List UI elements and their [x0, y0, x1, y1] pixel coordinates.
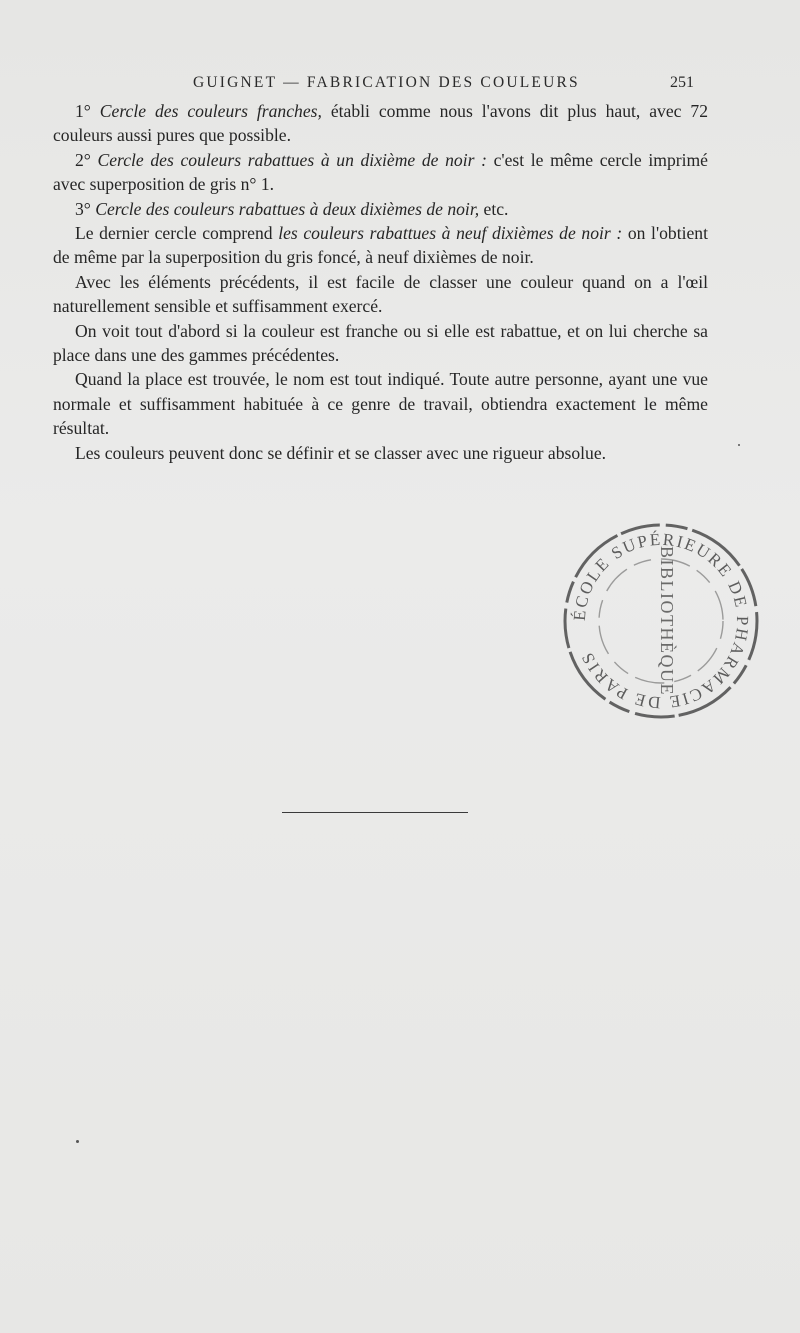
paragraph-3-lead: 3°: [75, 198, 96, 219]
paragraph-1-lead: 1°: [75, 101, 100, 121]
paragraph-6: On voit tout d'abord si la couleur est franche ou si elle est rabattue, et on lui cherche sa place dans une des gammes précédentes.: [53, 320, 708, 366]
paragraph-4-lead: Le dernier cercle comprend: [75, 223, 279, 244]
paragraph-1-italic: Cercle des couleurs franches,: [99, 101, 322, 121]
paragraph-3-italic: Cercle des couleurs rabattues à deux dixièmes de noir,: [95, 198, 480, 219]
paragraph-1: [53, 99, 708, 148]
paragraph-4: [53, 221, 708, 270]
paragraph-2-italic: Cercle des couleurs rabattues à un dixième de noir :: [97, 149, 487, 170]
stamp-center-text: BIBLIOTHÈQUE: [657, 546, 677, 696]
paragraph-5: Avec les éléments précédents, il est facile de classer une couleur quand on a l'œil naturellement sensible et suffisamment exercé.: [53, 271, 708, 317]
section-end-rule: [282, 812, 468, 813]
body-text: [53, 99, 708, 465]
paragraph-4-italic: les couleurs rabattues à neuf dixièmes de noir :: [278, 223, 623, 244]
paragraph-8: Les couleurs peuvent donc se définir et se classer avec une rigueur absolue.: [75, 442, 607, 463]
running-title: GUIGNET — FABRICATION DES COULEURS: [193, 74, 580, 91]
paragraph-2-rest: c'est le même cercle imprimé avec superposition de gris n° 1.: [53, 149, 708, 195]
paper-speck: [76, 1140, 79, 1143]
paragraph-2: [53, 148, 708, 197]
paragraph-4-rest: on l'obtient de même par la superposition du gris foncé, à neuf dixièmes de noir.: [53, 223, 708, 268]
paragraph-1-rest: établi comme nous l'avons dit plus haut, avec 72 couleurs aussi pures que possible.: [53, 101, 708, 146]
page-header: [0, 74, 800, 98]
page-number: 251: [670, 74, 694, 91]
stamp-ring-text: ÉCOLE SUPÉRIEURE DE PHARMACIE DE PARIS: [569, 529, 753, 713]
paragraph-7: Quand la place est trouvée, le nom est tout indiqué. Toute autre personne, ayant une vue normale et suffisamment habituée à ce genre de travail, obtiendra exactement le même résultat.: [53, 369, 708, 439]
paragraph-3-rest: etc.: [479, 198, 509, 219]
paper-speck: [738, 444, 740, 446]
library-stamp: [558, 518, 764, 724]
paragraph-3: [53, 197, 708, 221]
paragraph-2-lead: 2°: [75, 149, 98, 170]
